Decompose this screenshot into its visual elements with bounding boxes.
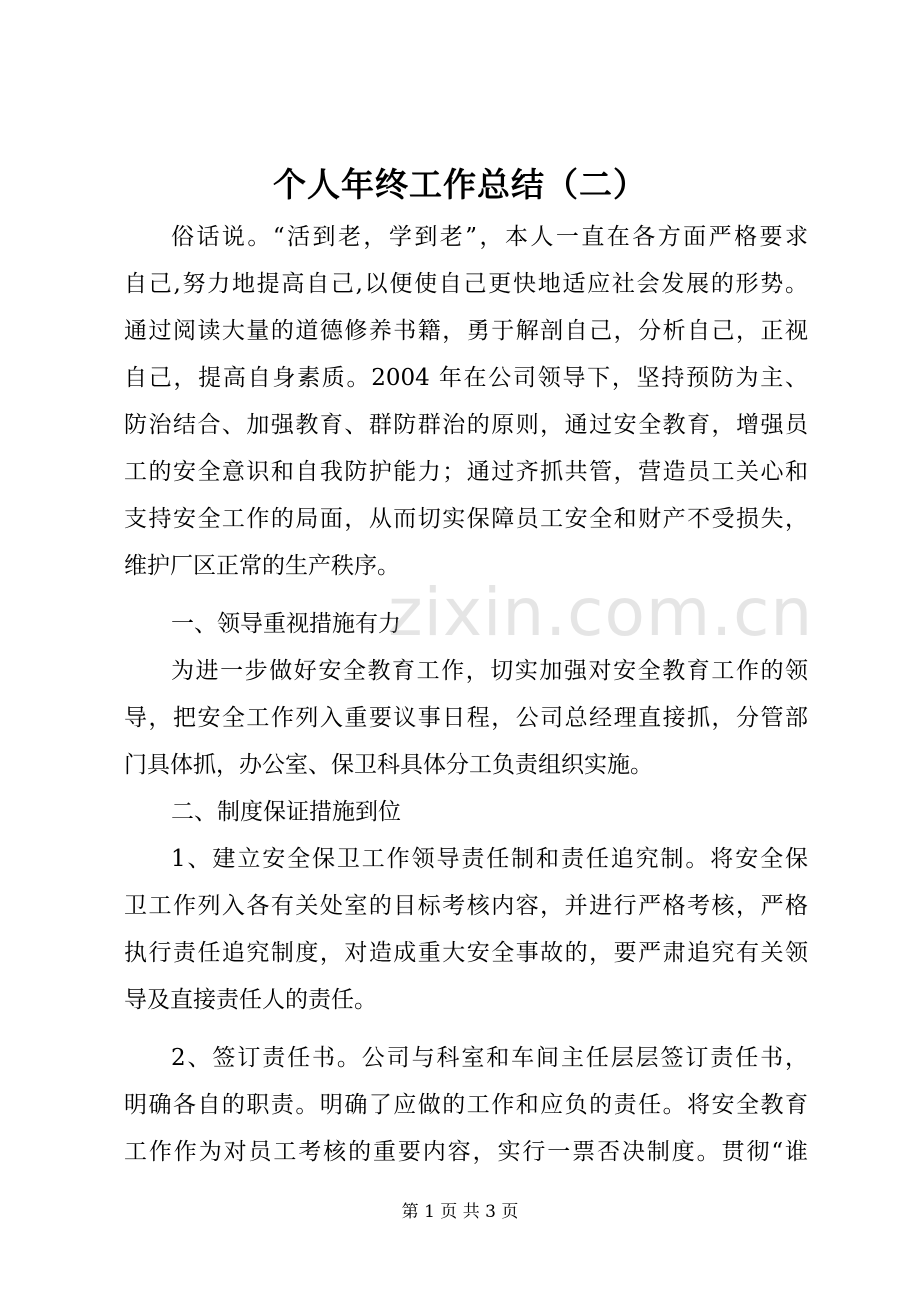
body-line: 导，把安全工作列入重要议事日程，公司总经理直接抓，分管部: [124, 705, 808, 731]
body-line: 为进一步做好安全教育工作，切实加强对安全教育工作的领: [171, 658, 808, 684]
body-line: 明确各自的职责。明确了应做的工作和应负的责任。将安全教育: [124, 1092, 808, 1118]
body-line: 防治结合、加强教育、群防群治的原则，通过安全教育，增强员: [124, 412, 808, 438]
section-heading: 一、领导重视措施有力: [171, 611, 401, 637]
section-heading: 二、制度保证措施到位: [171, 799, 401, 825]
document-body: [124, 214, 808, 1176]
body-line: 工作作为对员工考核的重要内容，实行一票否决制度。贯彻“谁: [124, 1139, 808, 1165]
page-footer: 第 1 页 共 3 页: [401, 1202, 519, 1222]
body-line: 支持安全工作的局面，从而切实保障员工安全和财产不受损失，: [124, 506, 808, 532]
body-line: 俗话说。“活到老，学到老”，本人一直在各方面严格要求: [171, 224, 808, 250]
body-line: 自己，提高自身素质。2004 年在公司领导下，坚持预防为主、: [124, 365, 808, 391]
body-line: 维护厂区正常的生产秩序。: [124, 553, 400, 579]
body-line: 卫工作列入各有关处室的目标考核内容，并进行严格考核，严格: [124, 893, 808, 919]
body-line: 门具体抓，办公室、保卫科具体分工负责组织实施。: [124, 752, 653, 778]
body-line: 通过阅读大量的道德修养书籍，勇于解剖自己，分析自己，正视: [124, 318, 808, 344]
body-line: 1、建立安全保卫工作领导责任制和责任追究制。将安全保: [171, 846, 808, 872]
body-line: 工的安全意识和自我防护能力；通过齐抓共管，营造员工关心和: [124, 459, 808, 485]
watermark: zixin.com.cn: [388, 574, 814, 651]
body-line: 执行责任追究制度，对造成重大安全事故的，要严肃追究有关领: [124, 940, 808, 966]
document-title: 个人年终工作总结（二）: [273, 165, 647, 204]
body-line: 自己,努力地提高自己,以便使自己更快地适应社会发展的形势。: [124, 271, 808, 297]
body-line: 导及直接责任人的责任。: [124, 987, 377, 1013]
body-line: 2、签订责任书。公司与科室和车间主任层层签订责任书，: [171, 1045, 808, 1071]
